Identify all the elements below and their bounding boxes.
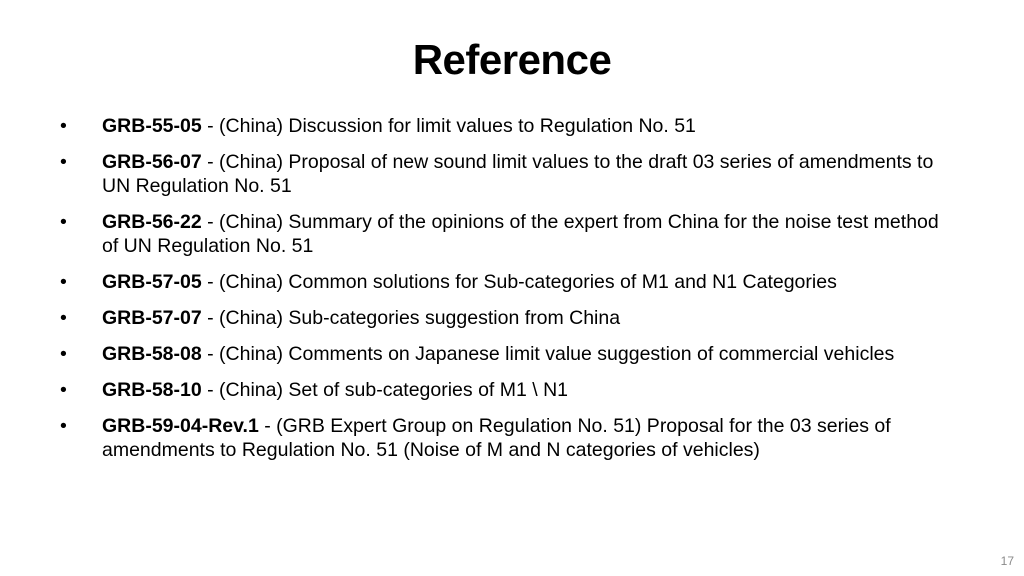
reference-description: - (China) Discussion for limit values to Regulation No. 51 — [201, 115, 696, 137]
reference-item — [60, 114, 960, 138]
reference-description: - (China) Common solutions for Sub-categories of M1 and N1 Categories — [201, 271, 837, 293]
bullet-icon: • — [60, 415, 67, 437]
reference-description: - (GRB Expert Group on Regulation No. 51) Proposal for the 03 series of amendments to Regulation No. 51 (Noise of M and N categories of vehicles) — [102, 415, 891, 461]
reference-code: GRB-58-08 — [102, 343, 202, 365]
reference-item — [60, 414, 960, 462]
reference-item — [60, 270, 960, 294]
reference-item — [60, 150, 960, 198]
reference-description: - (China) Comments on Japanese limit value suggestion of commercial vehicles — [201, 343, 895, 365]
reference-revision: Rev.1 — [208, 415, 259, 437]
bullet-icon: • — [60, 379, 67, 401]
bullet-icon: • — [60, 151, 67, 173]
reference-code: GRB-57-07 — [102, 307, 202, 329]
bullet-icon: • — [60, 307, 67, 329]
bullet-icon: • — [60, 115, 67, 137]
reference-description: - (China) Proposal of new sound limit values to the draft 03 series of amendments to UN Regulation No. 51 — [102, 151, 934, 197]
reference-code: GRB-55-05 — [102, 115, 202, 137]
reference-code: GRB-56-07 — [102, 151, 202, 173]
reference-code: GRB-59-04- — [102, 415, 209, 437]
reference-item — [60, 210, 960, 258]
reference-code: GRB-58-10 — [102, 379, 202, 401]
reference-item — [60, 306, 960, 330]
reference-code: GRB-57-05 — [102, 271, 202, 293]
bullet-icon: • — [60, 211, 67, 233]
reference-description: - (China) Set of sub-categories of M1 \ N1 — [201, 379, 569, 401]
reference-description: - (China) Summary of the opinions of the expert from China for the noise test method of UN Regulation No. 51 — [102, 211, 939, 257]
bullet-icon: • — [60, 343, 67, 365]
reference-item — [60, 378, 960, 402]
reference-list — [60, 114, 960, 474]
page-number: 17 — [1000, 554, 1014, 568]
reference-item — [60, 342, 960, 366]
slide-title: Reference — [412, 36, 612, 83]
reference-code: GRB-56-22 — [102, 211, 202, 233]
bullet-icon: • — [60, 271, 67, 293]
reference-description: - (China) Sub-categories suggestion from China — [201, 307, 621, 329]
